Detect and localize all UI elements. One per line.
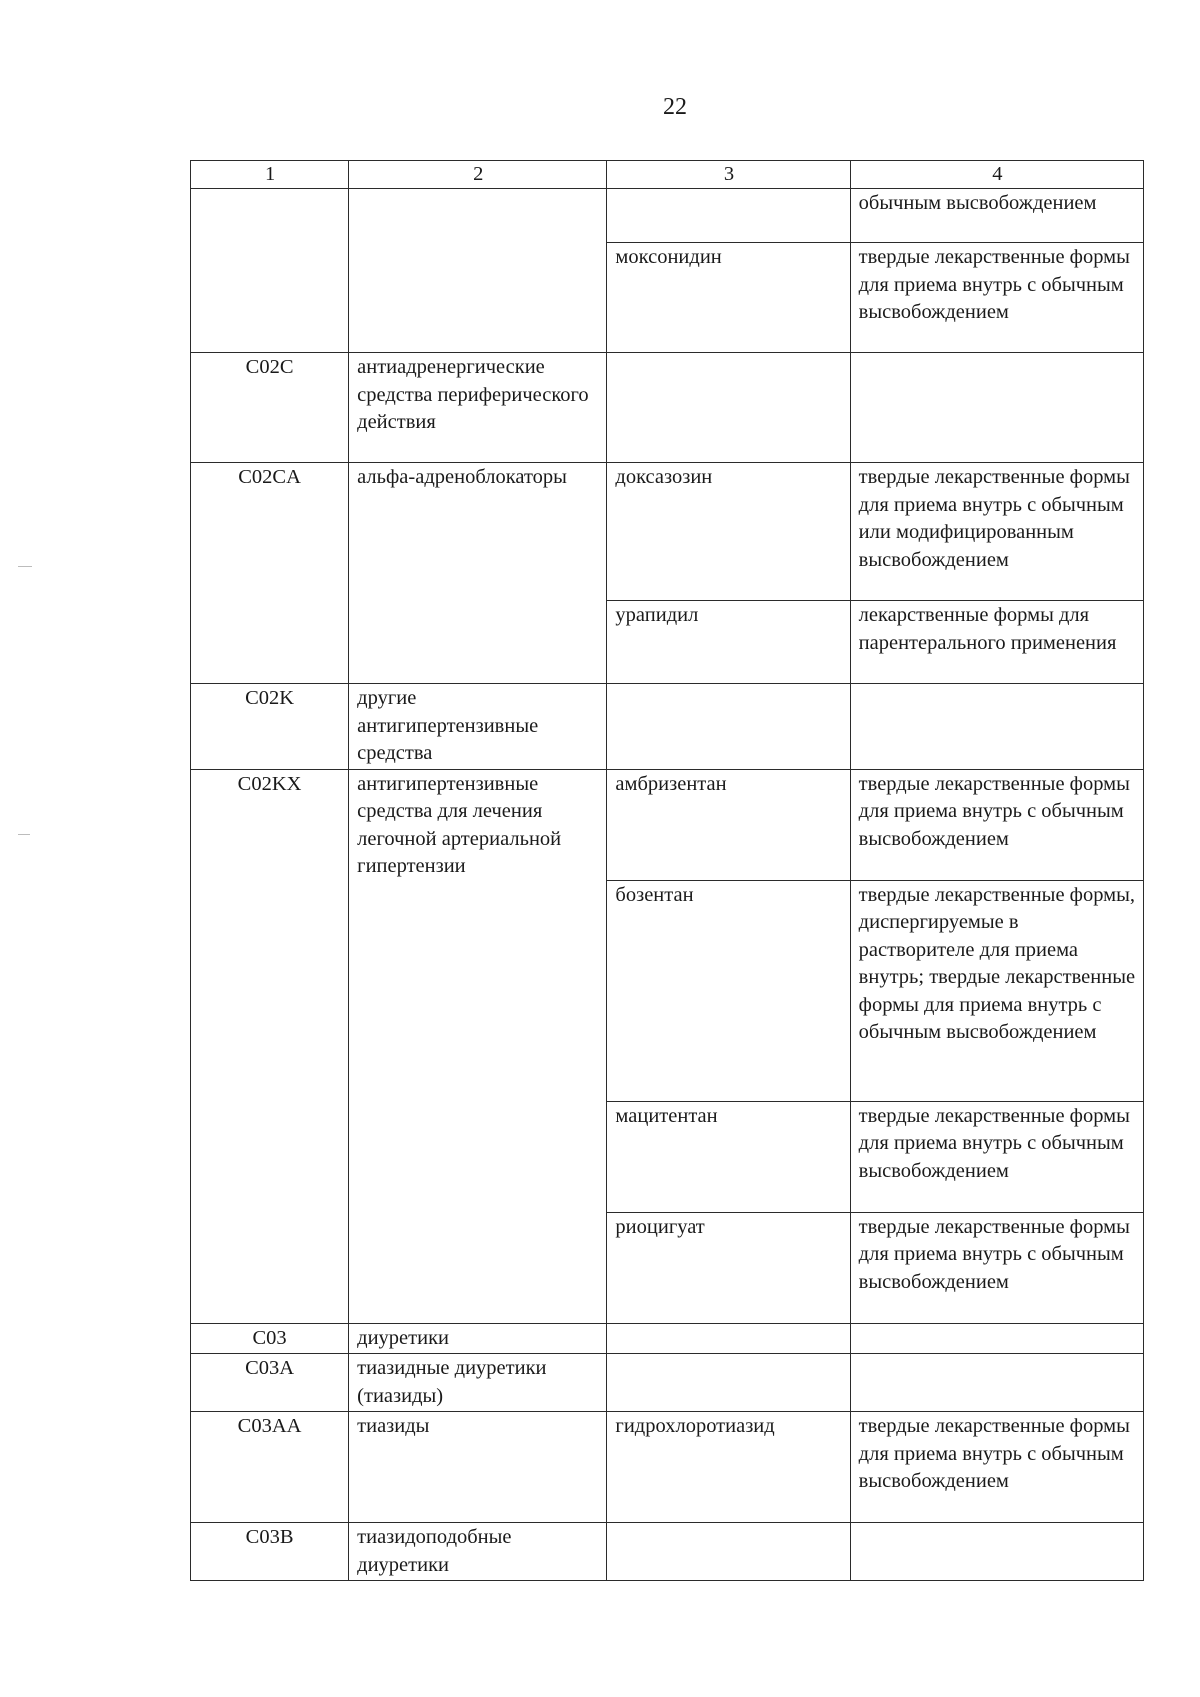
dosage-form-cell: обычным высвобождением — [850, 189, 1143, 243]
atc-code-cell: C03 — [191, 1323, 349, 1354]
table-row — [191, 684, 1144, 770]
atc-code-cell: C03AA — [191, 1412, 349, 1523]
group-name-cell: диуретики — [349, 1323, 607, 1354]
dosage-form-cell: лекарственные формы для парентерального применения — [850, 601, 1143, 684]
column-number-2: 2 — [349, 161, 607, 189]
dosage-form-cell: твердые лекарственные формы для приема внутрь с обычным высвобождением — [850, 1412, 1143, 1523]
table-row — [191, 1523, 1144, 1581]
drug-name-cell: бозентан — [607, 880, 850, 1101]
page-number: 22 — [663, 94, 687, 120]
drug-list-table — [190, 160, 1144, 1581]
drug-name-cell — [607, 684, 850, 770]
group-name-cell: другие антигипертензивные средства — [349, 684, 607, 770]
drug-name-cell: амбризентан — [607, 769, 850, 880]
dosage-form-cell — [850, 684, 1143, 770]
drug-name-cell: доксазозин — [607, 463, 850, 601]
table-row — [191, 189, 1144, 243]
atc-code-cell: C02K — [191, 684, 349, 770]
scan-mark — [18, 834, 30, 835]
table-row — [191, 769, 1144, 880]
group-name-cell — [349, 189, 607, 353]
table-row — [191, 463, 1144, 601]
dosage-form-cell — [850, 1354, 1143, 1412]
column-number-3: 3 — [607, 161, 850, 189]
group-name-cell: тиазиды — [349, 1412, 607, 1523]
scan-mark — [18, 566, 32, 567]
drug-name-cell: гидрохлоротиазид — [607, 1412, 850, 1523]
dosage-form-cell — [850, 1523, 1143, 1581]
group-name-cell: антигипертензивные средства для лечения легочной артериальной гипертензии — [349, 769, 607, 1323]
drug-name-cell: урапидил — [607, 601, 850, 684]
group-name-cell: тиазидоподобные диуретики — [349, 1523, 607, 1581]
group-name-cell: тиазидные диуретики (тиазиды) — [349, 1354, 607, 1412]
drug-name-cell — [607, 1323, 850, 1354]
drug-name-cell — [607, 1523, 850, 1581]
dosage-form-cell: твердые лекарственные формы, диспергируемые в растворителе для приема внутрь; твердые лекарственные формы для приема внутрь с обычным высвобождением — [850, 880, 1143, 1101]
table-row — [191, 1412, 1144, 1523]
table-row — [191, 353, 1144, 463]
group-name-cell: антиадренергические средства периферического действия — [349, 353, 607, 463]
atc-code-cell: C02CA — [191, 463, 349, 684]
dosage-form-cell — [850, 353, 1143, 463]
atc-code-cell: C03A — [191, 1354, 349, 1412]
dosage-form-cell — [850, 1323, 1143, 1354]
dosage-form-cell: твердые лекарственные формы для приема внутрь с обычным или модифицированным высвобождением — [850, 463, 1143, 601]
drug-name-cell: риоцигуат — [607, 1212, 850, 1323]
atc-code-cell: C03B — [191, 1523, 349, 1581]
group-name-cell: альфа-адреноблокаторы — [349, 463, 607, 684]
drug-name-cell: мацитентан — [607, 1101, 850, 1212]
column-number-4: 4 — [850, 161, 1143, 189]
dosage-form-cell: твердые лекарственные формы для приема внутрь с обычным высвобождением — [850, 243, 1143, 353]
atc-code-cell: C02C — [191, 353, 349, 463]
dosage-form-cell: твердые лекарственные формы для приема внутрь с обычным высвобождением — [850, 769, 1143, 880]
drug-name-cell — [607, 353, 850, 463]
dosage-form-cell: твердые лекарственные формы для приема внутрь с обычным высвобождением — [850, 1101, 1143, 1212]
drug-name-cell — [607, 189, 850, 243]
atc-code-cell: C02KX — [191, 769, 349, 1323]
table-row — [191, 1323, 1144, 1354]
drug-name-cell: моксонидин — [607, 243, 850, 353]
drug-name-cell — [607, 1354, 850, 1412]
column-number-1: 1 — [191, 161, 349, 189]
dosage-form-cell: твердые лекарственные формы для приема внутрь с обычным высвобождением — [850, 1212, 1143, 1323]
atc-code-cell — [191, 189, 349, 353]
table-row — [191, 1354, 1144, 1412]
column-number-row — [191, 161, 1144, 189]
